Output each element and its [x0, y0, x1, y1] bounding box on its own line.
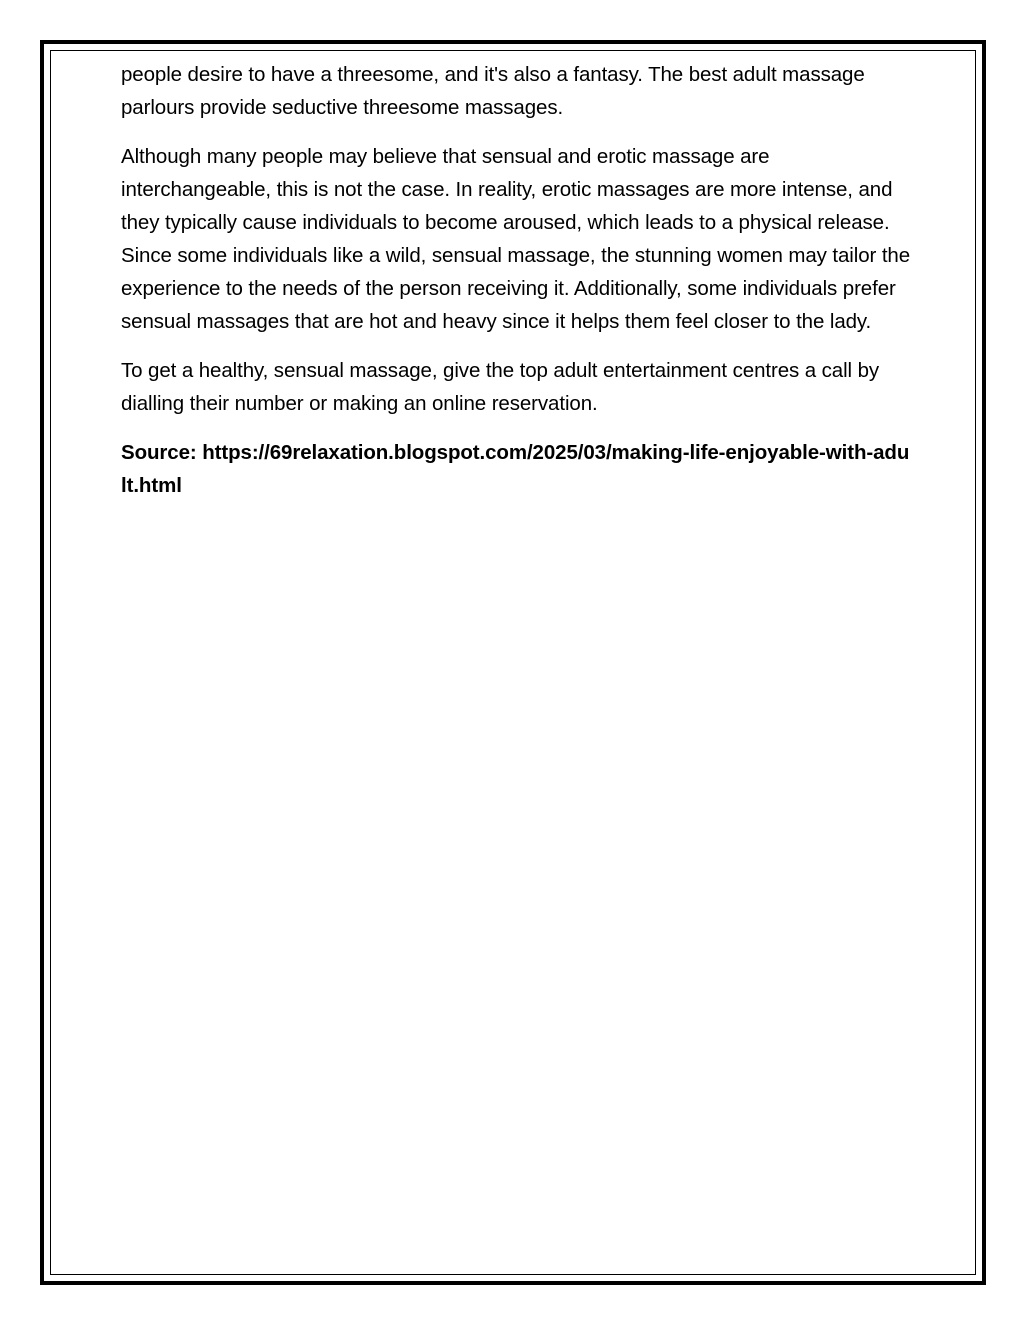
paragraph-sensual-vs-erotic: Although many people may believe that sensual and erotic massage are interchangeable, this is not the case. In reality, erotic massages are more intense, and they typically cause individuals to become aroused, which leads to a physical release. Since some individuals like a wild, sensual massage, the stunning women may tailor the experience to the needs of the person receiving it. Additionally, some individuals prefer sensual massages that are hot and heavy since it helps them feel closer to the lady.: [121, 145, 911, 333]
paragraph-reservation: To get a healthy, sensual massage, give the top adult entertainment centres a call by dialling their number or making an online reservation.: [121, 359, 880, 415]
source-link[interactable]: Source: https://69relaxation.blogspot.com/2025/03/making-life-enjoyable-with-adult.html: [121, 441, 910, 497]
document-body: [121, 58, 911, 518]
paragraph-threesome: people desire to have a threesome, and it's also a fantasy. The best adult massage parlours provide seductive threesome massages.: [121, 63, 865, 119]
